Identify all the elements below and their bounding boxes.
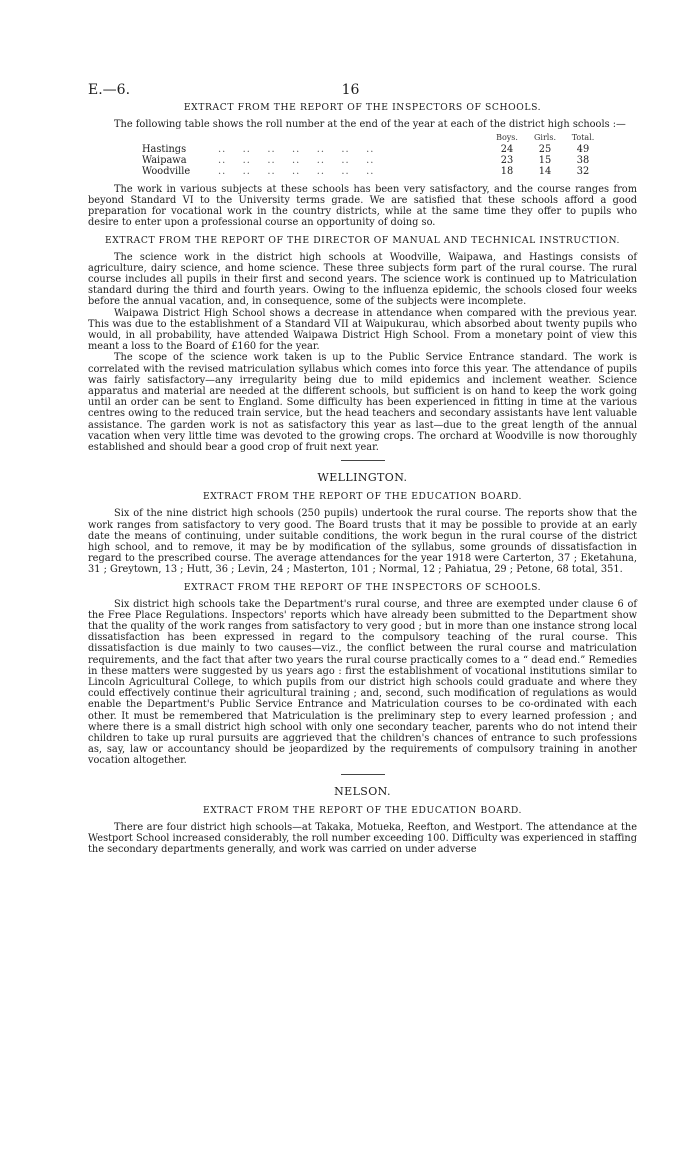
table-row: Waipawa .. .. .. .. .. .. .. 23 15 38	[142, 155, 602, 166]
region-title-wellington: WELLINGTON.	[317, 471, 408, 485]
table-header-row	[142, 132, 602, 143]
section-divider	[341, 774, 385, 775]
table-row: Woodville .. .. .. .. .. .. .. 18 14 32	[142, 166, 602, 177]
paragraph: Six of the nine district high schools (250 pupils) undertook the rural course. The reports show that the work ranges from satisfactory to very good. The Board trusts that it may be possible to provide at an early date the means of continuing, under suitable conditions, the work begun in the rural course of the district high school, and to remove, it may be by modification of the syllabus, some grounds of dissatisfaction in regard to the prescribed course. The average attendances for the year 1918 were Carterton, 37 ; Eketahuna, 31 ; Greytown, 13 ; Hutt, 36 ; Levin, 24 ; Masterton, 101 ; Normal, 12 ; Pahiatua, 29 ; Petone, 68 total, 351.	[88, 508, 637, 576]
total-count: 32	[576, 166, 590, 178]
school-name: Waipawa	[142, 155, 187, 167]
column-header-total: Total.	[571, 133, 595, 143]
school-name: Woodville	[142, 166, 191, 178]
page-header	[88, 82, 613, 100]
report-code: E.—6.	[88, 82, 131, 98]
paragraph: There are four district high schools—at Takaka, Motueka, Reefton, and Westport. The attendance at the Westport School increased considerably, the roll number exceeding 100. Difficulty was experienced in staffing the secondary departments generally, and work was carried on under adverse	[88, 821, 637, 855]
column-header-boys: Boys.	[496, 133, 518, 143]
page-number: 16	[341, 82, 360, 98]
total-count: 49	[576, 143, 590, 155]
roll-table-intro: The following table shows the roll number at the end of the year at each of the district high schools :—	[114, 119, 626, 130]
roll-number-table	[142, 132, 602, 178]
region-title-nelson: NELSON.	[334, 784, 391, 798]
girls-count: 15	[538, 155, 552, 167]
girls-count: 25	[538, 143, 552, 155]
paragraph: The work in various subjects at these schools has been very satisfactory, and the course ranges from beyond Standard VI to the University terms grade. We are satisfied that these schools afford a good preparation for vocational work in the country districts, while at the same time they offer to pupils who desire to enter upon a professional course an opportunity of doing so.	[88, 183, 637, 229]
girls-count: 14	[538, 166, 552, 178]
boys-count: 18	[500, 166, 514, 178]
section-heading-director: EXTRACT FROM THE REPORT OF THE DIRECTOR OF MANUAL AND TECHNICAL INSTRUCTION.	[104, 234, 621, 246]
section-divider	[341, 460, 385, 461]
column-header-girls: Girls.	[534, 133, 556, 143]
total-count: 38	[576, 155, 590, 167]
section-heading-inspectors: EXTRACT FROM THE REPORT OF THE INSPECTORS OF SCHOOLS.	[183, 102, 542, 113]
paragraph: Waipawa District High School shows a decrease in attendance when compared with the previous year. This was due to the establishment of a Standard VII at Waipukurau, which absorbed about twenty pupils who would, in all probability, have attended Waipawa District High School. From a monetary point of view this meant a loss to the Board of £160 for the year.	[88, 307, 637, 353]
boys-count: 23	[500, 155, 514, 167]
boys-count: 24	[500, 143, 514, 155]
section-heading-inspectors: EXTRACT FROM THE REPORT OF THE INSPECTORS OF SCHOOLS.	[183, 581, 542, 593]
paragraph: The science work in the district high schools at Woodville, Waipawa, and Hastings consists of agriculture, dairy science, and home science. These three subjects form part of the rural course. The rural course includes all pupils in their first and second years. The science work is continued up to Matriculation standard during the third and fourth years. Owing to the influenza epidemic, the schools closed four weeks before the annual vacation, and, in consequence, some of the subjects were incomplete.	[88, 251, 637, 308]
page-content	[88, 102, 637, 855]
section-heading-education-board: EXTRACT FROM THE REPORT OF THE EDUCATION BOARD.	[202, 804, 523, 816]
school-name: Hastings	[142, 143, 187, 155]
paragraph: The scope of the science work taken is up to the Public Service Entrance standard. The work is correlated with the revised matriculation syllabus which comes into force this year. The attendance of pupils was fairly satisfactory—any irregularity being due to mild epidemics and inclement weather. Science apparatus and material are needed at the different schools, but sufficient is on hand to keep the work going until an order can be sent to England. Some difficulty has been experienced in fitting in time at the various centres owing to the reduced train service, but the head teachers and secondary assistants have lent valuable assistance. The garden work is not as satisfactory this year as last—due to the great length of the annual vacation when very little time was devoted to the growing crops. The orchard at Woodville is now thoroughly established and should bear a good crop of fruit next year.	[88, 352, 637, 454]
paragraph: Six district high schools take the Department's rural course, and three are exempted under clause 6 of the Free Place Regulations. Inspectors' reports which have already been submitted to the Department show that the quality of the work ranges from satisfactory to very good ; but in more than one instance strong local dissatisfaction has been expressed in regard to the compulsory teaching of the rural course. This dissatisfaction is due mainly to two causes—viz., the conflict between the rural course and matriculation requirements, and the fact that after two years the rural course practically comes to a “ dead end.” Remedies in these matters were suggested by us years ago : first the establishment of vocational institutions similar to Lincoln Agricultural College, to which pupils from our district high schools could graduate and where they could effectively continue their agricultural training ; and, second, such modification of regulations as would enable the Department's Public Service Entrance and Matriculation courses to be co-ordinated with each other. It must be remembered that Matriculation is the preliminary step to every learned profession ; and where there is a small district high school with only one secondary teacher, parents who do not intend their children to take up rural pursuits are aggrieved that the children's chances of entrance to such professions as, say, law or accountancy should be jeopardized by the requirements of compulsory training in another vocation altogether.	[88, 598, 637, 767]
section-heading-education-board: EXTRACT FROM THE REPORT OF THE EDUCATION BOARD.	[202, 491, 523, 503]
table-row: Hastings .. .. .. .. .. .. .. 24 25 49	[142, 144, 602, 155]
